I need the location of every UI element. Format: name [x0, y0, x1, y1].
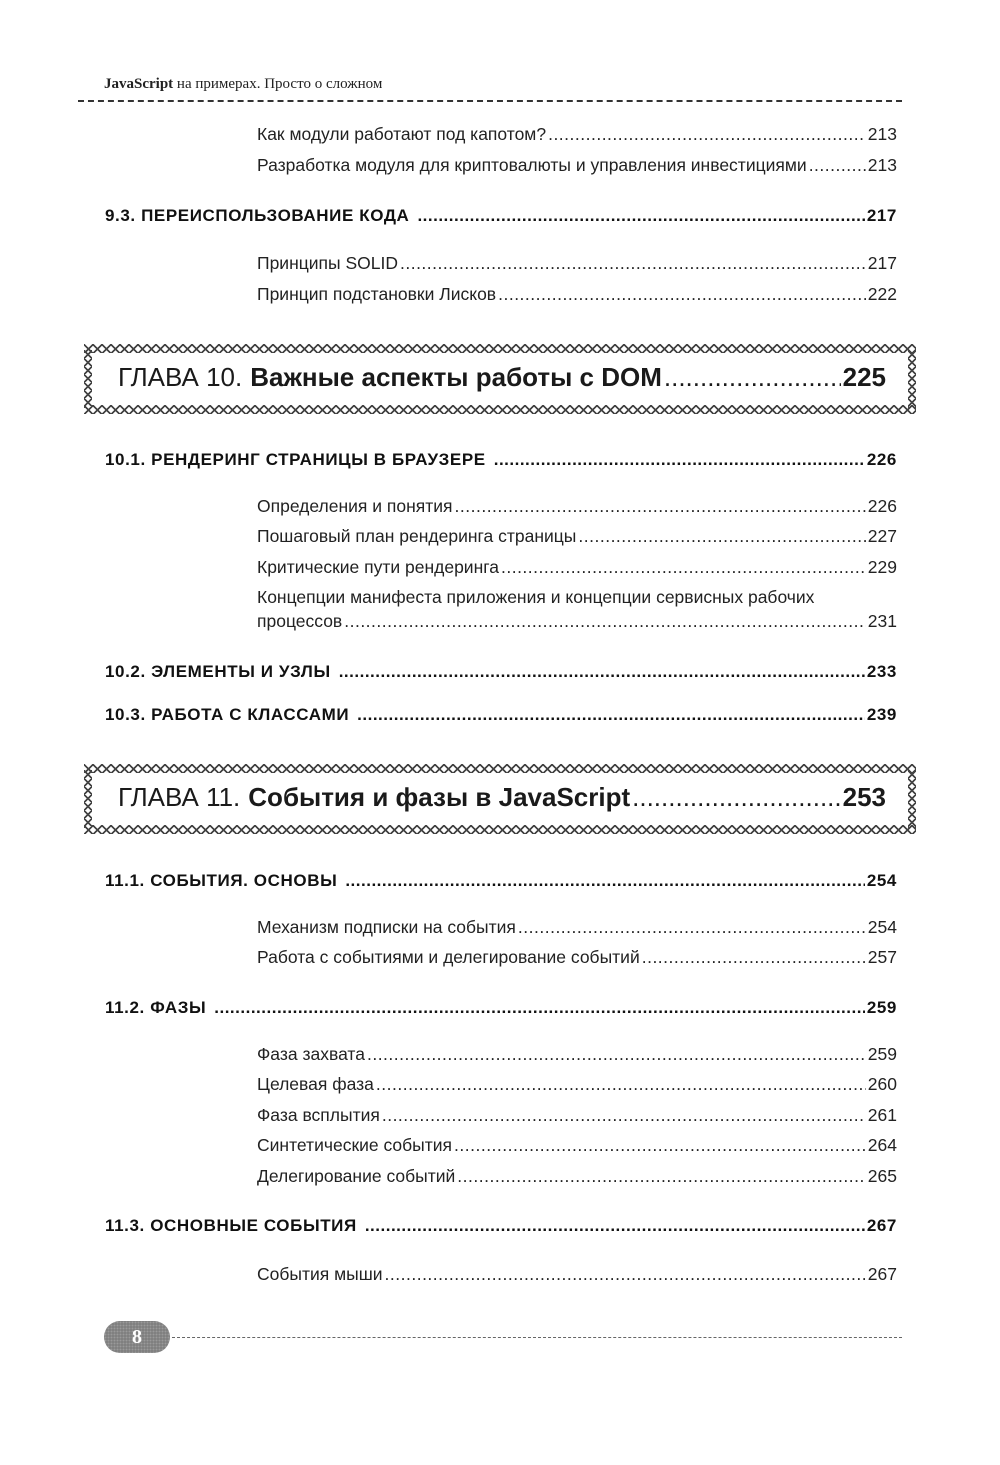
leader-dots [578, 526, 865, 547]
entry-title: Механизм подписки на события [257, 917, 516, 937]
leader-dots [214, 998, 865, 1018]
entry-title: Разработка модуля для криптовалюты и управления инвестициями [257, 155, 807, 175]
leader-dots [809, 155, 866, 176]
toc-section-10-3[interactable] [105, 705, 897, 725]
leader-dots [664, 362, 841, 393]
ornament-border-left [84, 770, 92, 828]
toc-entry[interactable] [257, 526, 897, 547]
chapter-page: 253 [842, 782, 886, 812]
ornament-border-bottom [84, 405, 916, 414]
ornament-border-top [84, 344, 916, 353]
leader-dots [376, 1074, 866, 1095]
chapter-label: ГЛАВА 11. [118, 782, 241, 812]
entry-page: 267 [867, 1264, 897, 1284]
entry-page: 265 [867, 1166, 897, 1186]
section-title: 11.1. СОБЫТИЯ. ОСНОВЫ [105, 871, 338, 890]
entry-page: 217 [867, 253, 897, 273]
leader-dots [382, 1105, 866, 1126]
entry-title: Принципы SOLID [257, 253, 398, 273]
section-title: 10.1. РЕНДЕРИНГ СТРАНИЦЫ В БРАУЗЕРЕ [105, 450, 486, 469]
toc-entry[interactable] [257, 124, 897, 145]
chapter-title: Важные аспекты работы с DOM [250, 362, 662, 392]
entry-page: 229 [867, 557, 897, 577]
chapter-10-heading[interactable] [84, 344, 916, 414]
entry-title: События мыши [257, 1264, 383, 1284]
entry-title-line1: Концепции манифеста приложения и концепции сервисных рабочих [257, 587, 815, 607]
leader-dots [367, 1044, 866, 1065]
leader-dots [385, 1264, 866, 1285]
entry-page: 213 [867, 155, 897, 175]
section-page: 267 [866, 1216, 897, 1235]
ornament-border-right [908, 770, 916, 828]
leader-dots [344, 611, 866, 632]
entry-title: Определения и понятия [257, 496, 453, 516]
toc-entry[interactable] [257, 1135, 897, 1156]
entry-page: 261 [867, 1105, 897, 1125]
ornament-border-bottom [84, 825, 916, 834]
entry-title-line2: процессов [257, 611, 343, 631]
entry-page: 254 [867, 917, 897, 937]
leader-dots [498, 284, 866, 305]
section-title: 11.3. ОСНОВНЫЕ СОБЫТИЯ [105, 1216, 357, 1235]
header-divider [78, 100, 902, 102]
running-head [104, 76, 382, 93]
entry-page: 222 [867, 284, 897, 304]
entry-title: Синтетические события [257, 1135, 453, 1155]
entry-page: 257 [867, 947, 897, 967]
leader-dots [457, 1166, 866, 1187]
toc-entry[interactable] [257, 917, 897, 938]
section-page: 226 [866, 450, 897, 469]
toc-section-9-3[interactable] [105, 206, 897, 226]
entry-title: Критические пути рендеринга [257, 557, 499, 577]
toc-section-11-1[interactable] [105, 871, 897, 891]
entry-title: Фаза всплытия [257, 1105, 380, 1125]
entry-page: 264 [867, 1135, 897, 1155]
toc-section-11-2[interactable] [105, 998, 897, 1018]
entry-title: Пошаговый план рендеринга страницы [257, 526, 577, 546]
section-title: 9.3. ПЕРЕИСПОЛЬЗОВАНИЕ КОДА [105, 206, 410, 225]
leader-dots [518, 917, 866, 938]
toc-entry[interactable] [257, 557, 897, 578]
toc-entry-multiline-end[interactable] [257, 611, 897, 632]
leader-dots [345, 871, 865, 891]
section-page: 259 [866, 998, 897, 1017]
ornament-border-top [84, 764, 916, 773]
leader-dots [339, 662, 865, 682]
book-title-rest: на примерах. Просто о сложном [173, 76, 383, 92]
entry-page: 260 [867, 1074, 897, 1094]
page-number-badge [104, 1321, 170, 1353]
leader-dots [642, 947, 866, 968]
toc-entry[interactable] [257, 1166, 897, 1187]
section-page: 233 [866, 662, 897, 681]
leader-dots [400, 253, 866, 274]
entry-page: 226 [867, 496, 897, 516]
section-page: 239 [866, 705, 897, 724]
entry-title: Работа с событиями и делегирование событий [257, 947, 640, 967]
toc-entry-multiline[interactable] [257, 587, 897, 608]
section-page: 254 [866, 871, 897, 890]
leader-dots [357, 705, 865, 725]
entry-page: 227 [867, 526, 897, 546]
toc-entry[interactable] [257, 155, 897, 176]
entry-page: 259 [867, 1044, 897, 1064]
entry-title: Фаза захвата [257, 1044, 365, 1064]
entry-title: Принцип подстановки Лисков [257, 284, 497, 304]
section-title: 10.2. ЭЛЕМЕНТЫ И УЗЛЫ [105, 662, 331, 681]
toc-section-10-1[interactable] [105, 450, 897, 470]
leader-dots [417, 206, 864, 226]
page-number: 8 [132, 1325, 142, 1348]
toc-section-11-3[interactable] [105, 1216, 897, 1236]
ornament-border-left [84, 350, 92, 408]
toc-entry[interactable] [257, 496, 897, 517]
toc-section-10-2[interactable] [105, 662, 897, 682]
book-title-bold: JavaScript [104, 76, 174, 92]
section-page: 217 [866, 206, 897, 225]
leader-dots [632, 782, 840, 813]
chapter-label: ГЛАВА 10. [118, 362, 243, 392]
entry-title: Как модули работают под капотом? [257, 124, 547, 144]
footer-divider [172, 1337, 902, 1338]
entry-title: Делегирование событий [257, 1166, 456, 1186]
section-title: 10.3. РАБОТА С КЛАССАМИ [105, 705, 350, 724]
chapter-11-heading[interactable] [84, 764, 916, 834]
leader-dots [501, 557, 866, 578]
leader-dots [454, 1135, 866, 1156]
entry-title: Целевая фаза [257, 1074, 374, 1094]
leader-dots [365, 1216, 865, 1236]
toc-entry[interactable] [257, 284, 897, 305]
toc-entry[interactable] [257, 1044, 897, 1065]
leader-dots [494, 450, 865, 470]
chapter-page: 225 [842, 362, 886, 392]
toc-entry[interactable] [257, 1074, 897, 1095]
entry-page: 213 [867, 124, 897, 144]
ornament-border-right [908, 350, 916, 408]
section-title: 11.2. ФАЗЫ [105, 998, 207, 1017]
toc-entry[interactable] [257, 1105, 897, 1126]
toc-entry[interactable] [257, 253, 897, 274]
entry-page: 231 [867, 611, 897, 631]
leader-dots [455, 496, 866, 517]
chapter-title: События и фазы в JavaScript [248, 782, 631, 812]
toc-entry[interactable] [257, 1264, 897, 1285]
leader-dots [548, 124, 866, 145]
toc-entry[interactable] [257, 947, 897, 968]
